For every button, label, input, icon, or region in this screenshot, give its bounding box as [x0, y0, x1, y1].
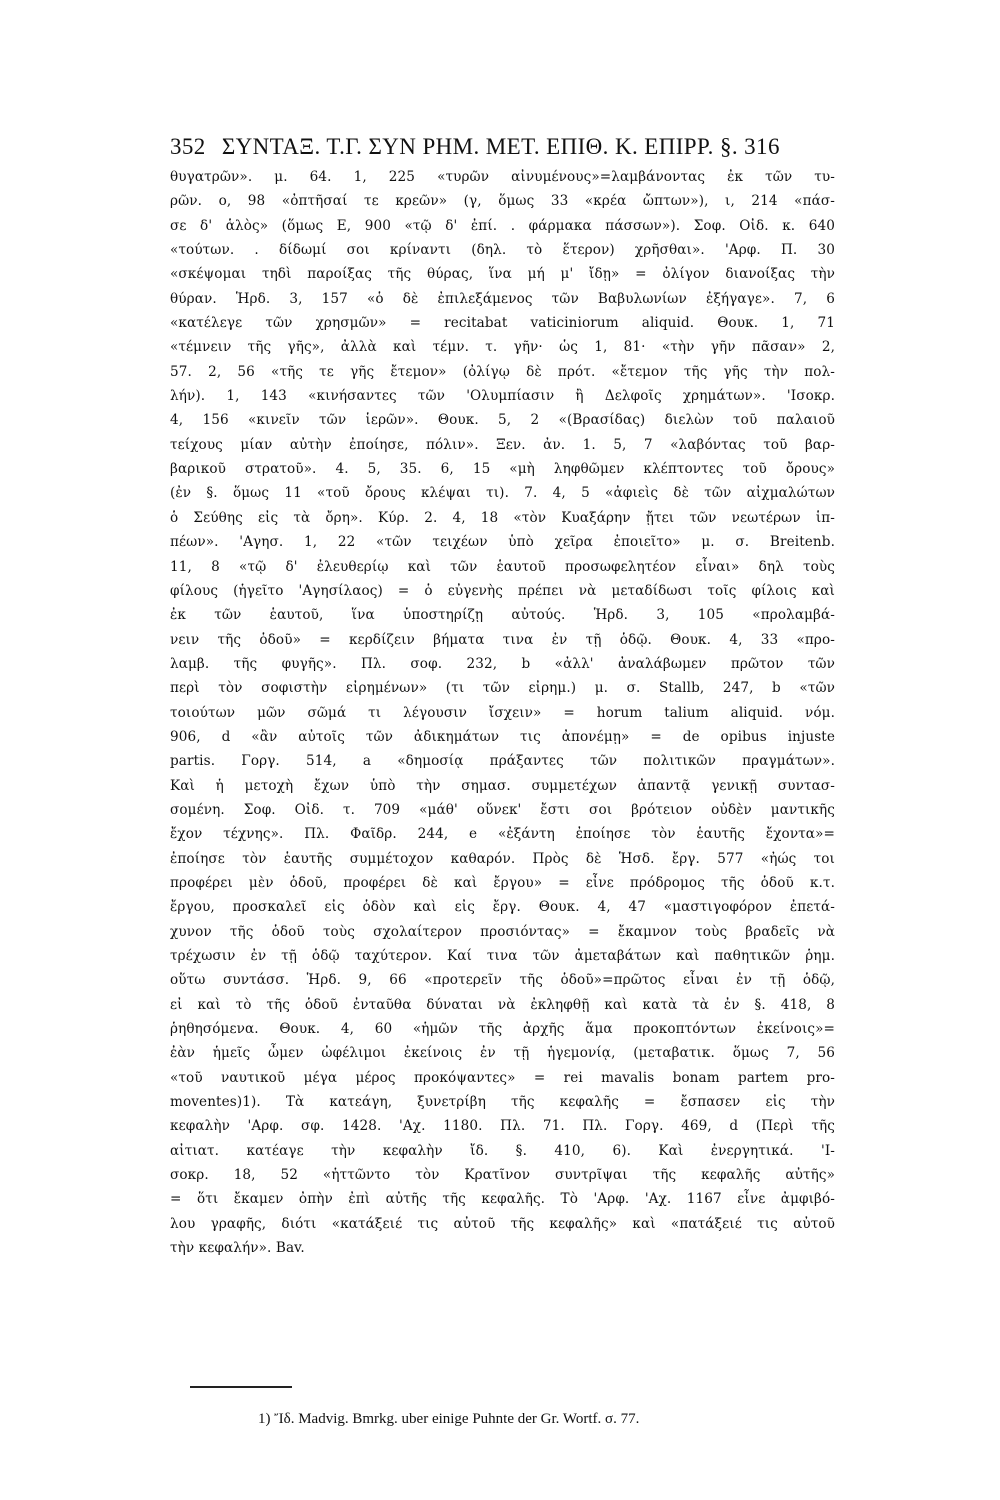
- footnote: 1) Ἴδ. Madvig. Bmrkg. uber einige Puhnte der Gr. Wortf. σ. 77.: [258, 1411, 640, 1427]
- text-line: ἐκ τῶν ἑαυτοῦ, ἵνα ὑποστηρίζῃ αὐτούς. Ἡρδ. 3, 105 «προλαμβά-: [170, 607, 835, 624]
- text-line: σοκρ. 18, 52 «ἡττῶντο τὸν Κρατῖνον συντρῖψαι τῆς κεφαλῆς αὐτῆς»: [170, 1167, 835, 1184]
- text-line: (ἐν §. ὅμως 11 «τοῦ ὄρους κλέψαι τι). 7. 4, 5 «ἀφιεὶς δὲ τῶν αἰχμαλώτων: [170, 485, 835, 502]
- text-line: ἐποίησε τὸν ἑαυτῆς συμμέτοχον καθαρόν. Πρὸς δὲ Ἡσδ. ἔργ. 577 «ἠώς τοι: [170, 850, 835, 867]
- text-line: λου γραφῆς, διότι «κατάξειέ τις αὐτοῦ τῆς κεφαλῆς» καὶ «πατάξειέ τις αὐτοῦ: [170, 1215, 835, 1232]
- header-title: ΣΥΝΤΑΞ. Τ.Γ. ΣΥΝ ΡΗΜ. ΜΕΤ. ΕΠΙΘ. Κ. ΕΠΙΡΡ. §. 316: [221, 134, 780, 159]
- text-line: οὕτω συντάσσ. Ἡρδ. 9, 66 «προτερεῖν τῆς ὁδοῦ»=πρῶτος εἶναι ἐν τῇ ὁδῷ,: [170, 972, 835, 989]
- text-line: 57. 2, 56 «τῆς τε γῆς ἔτεμον» (ὀλίγῳ δὲ πρότ. «ἔτεμον τῆς γῆς τὴν πολ-: [170, 363, 835, 380]
- body-text: [170, 165, 835, 1260]
- text-line: λήν). 1, 143 «κινήσαντες τῶν 'Ολυμπίασιν ἢ Δελφοῖς χρημάτων». 'Ισοκρ.: [170, 388, 835, 405]
- text-line: θυγατρῶν». μ. 64. 1, 225 «τυρῶν αἰνυμένους»=λαμβάνοντας ἐκ τῶν τυ-: [170, 169, 835, 185]
- text-line: 4, 156 «κινεῖν τῶν ἱερῶν». Θουκ. 5, 2 «(Βρασίδας) διελὼν τοῦ παλαιοῦ: [170, 412, 835, 429]
- text-line: «τούτων. . δίδωμί σοι κρίναντι (δηλ. τὸ ἕτερον) χρῆσθαι». 'Αρφ. Π. 30: [170, 242, 835, 259]
- text-line: ἐὰν ἡμεῖς ὦμεν ὠφέλιμοι ἐκείνοις ἐν τῇ ἡγεμονίᾳ, (μεταβατικ. ὅμως 7, 56: [170, 1045, 835, 1062]
- text-line: τὴν κεφαλήν». Bav.: [170, 1240, 305, 1257]
- text-line: ἔργου, προσκαλεῖ εἰς ὁδὸν καὶ εἰς ἔργ. Θουκ. 4, 47 «μαστιγοφόρον ἐπετά-: [170, 899, 835, 916]
- text-line: ῥηθησόμενα. Θουκ. 4, 60 «ἡμῶν τῆς ἀρχῆς ἅμα προκοπτόντων ἐκείνοις»=: [170, 1021, 835, 1038]
- page-number: 352: [170, 134, 206, 159]
- text-line: σε δ' ἁλὸς» (ὅμως Ε, 900 «τῷ δ' ἐπί. . φάρμακα πάσσων»). Σοφ. Οἰδ. κ. 640: [170, 217, 835, 234]
- text-line: = ὅτι ἔκαμεν ὀπὴν ἐπὶ αὐτῆς τῆς κεφαλῆς. Τὸ 'Αρφ. 'Αχ. 1167 εἶνε ἀμφιβό-: [170, 1191, 835, 1208]
- text-line: σομένη. Σοφ. Οἰδ. τ. 709 «μάθ' οὕνεκ' ἔστι σοι βρότειον οὐδὲν μαντικῆς: [170, 801, 835, 818]
- text-line: τοιούτων μῶν σῶμά τι λέγουσιν ἴσχειν» = horum talium aliquid. νόμ.: [170, 704, 835, 721]
- text-line: προφέρει μὲν ὁδοῦ, προφέρει δὲ καὶ ἔργου» = εἶνε πρόδρομος τῆς ὁδοῦ κ.τ.: [170, 874, 835, 891]
- text-line: τρέχωσιν ἐν τῇ ὁδῷ ταχύτερον. Καί τινα τῶν ἀμεταβάτων καὶ παθητικῶν ῥημ.: [170, 948, 835, 964]
- text-line: «τέμνειν τῆς γῆς», ἀλλὰ καὶ τέμν. τ. γῆν· ὡς 1, 81· «τὴν γῆν πᾶσαν» 2,: [170, 339, 835, 356]
- text-line: φίλους (ἡγεῖτο 'Αγησίλαος) = ὁ εὐγενὴς πρέπει νὰ μεταδίδωσι τοῖς φίλοις καὶ: [170, 582, 835, 599]
- text-line: νειν τῆς ὁδοῦ» = κερδίζειν βήματα τινα ἐν τῇ ὁδῷ. Θουκ. 4, 33 «προ-: [170, 631, 835, 648]
- text-line: τείχους μίαν αὐτὴν ἐποίησε, πόλιν». Ξεν. ἀν. 1. 5, 7 «λαβόντας τοῦ βαρ-: [170, 436, 835, 453]
- text-line: πέων». 'Αγησ. 1, 22 «τῶν τειχέων ὑπὸ χεῖρα ἐποιεῖτο» μ. σ. Breitenb.: [170, 534, 835, 551]
- text-line: αἰτιατ. κατέαγε τὴν κεφαλὴν ἴδ. §. 410, 6). Καὶ ἐνεργητικά. 'Ι-: [170, 1142, 835, 1159]
- text-line: ἔχον τέχνης». Πλ. Φαῖδρ. 244, e «ἐξάντη ἐποίησε τὸν ἑαυτῆς ἔχοντα»=: [170, 826, 835, 843]
- text-line: λαμβ. τῆς φυγῆς». Πλ. σοφ. 232, b «ἀλλ' ἀναλάβωμεν πρῶτον τῶν: [170, 655, 835, 672]
- text-line: χυνον τῆς ὁδοῦ τοὺς σχολαίτερον προσιόντας» = ἔκαμνον τοὺς βραδεῖς νὰ: [170, 923, 835, 940]
- text-line: ὁ Σεύθης εἰς τὰ ὄρη». Κύρ. 2. 4, 18 «τὸν Κυαξάρην ᾔτει τῶν νεωτέρων ἱπ-: [170, 509, 835, 526]
- running-header: [170, 134, 835, 160]
- text-line: βαρικοῦ στρατοῦ». 4. 5, 35. 6, 15 «μὴ ληφθῶμεν κλέπτοντες τοῦ ὄρους»: [170, 461, 835, 478]
- text-line: moventes)1). Τὰ κατεάγη, ξυνετρίβη τῆς κεφαλῆς = ἔσπασεν εἰς τὴν: [170, 1094, 835, 1111]
- footnote-rule: [190, 1386, 292, 1388]
- text-line: ρῶν. ο, 98 «ὀπτῆσαί τε κρεῶν» (γ, ὅμως 33 «κρέα ὤπτων»), ι, 214 «πάσ-: [170, 193, 835, 210]
- text-line: Καὶ ἡ μετοχὴ ἔχων ὑπὸ τὴν σημασ. συμμετέχων ἀπαντᾷ γενικῇ συντασ-: [170, 777, 835, 794]
- text-line: 11, 8 «τῷ δ' ἐλευθερίῳ καὶ τῶν ἑαυτοῦ προσωφελητέον εἶναι» δηλ τοὺς: [170, 558, 835, 575]
- text-line: «σκέψομαι τηδὶ παροίξας τῆς θύρας, ἵνα μή μ' ἴδῃ» = ὀλίγον διανοίξας τὴν: [170, 266, 835, 283]
- text-line: κεφαλὴν 'Αρφ. σφ. 1428. 'Αχ. 1180. Πλ. 71. Πλ. Γοργ. 469, d (Περὶ τῆς: [170, 1118, 835, 1135]
- text-line: «τοῦ ναυτικοῦ μέγα μέρος προκόψαντες» = rei mavalis bonam partem pro-: [170, 1069, 835, 1086]
- text-line: θύραν. Ἡρδ. 3, 157 «ὁ δὲ ἐπιλεξάμενος τῶν Βαβυλωνίων ἐξήγαγε». 7, 6: [170, 290, 835, 307]
- text-line: «κατέλεγε τῶν χρησμῶν» = recitabat vaticiniorum aliquid. Θουκ. 1, 71: [170, 315, 835, 332]
- text-line: partis. Γοργ. 514, a «δημοσίᾳ πράξαντες τῶν πολιτικῶν πραγμάτων».: [170, 753, 835, 770]
- text-line: εἰ καὶ τὸ τῆς ὁδοῦ ἐνταῦθα δύναται νὰ ἐκληφθῇ καὶ κατὰ τὰ ἐν §. 418, 8: [170, 996, 835, 1013]
- text-line: 906, d «ἂν αὐτοῖς τῶν ἀδικημάτων τις ἀπονέμῃ» = de opibus injuste: [170, 728, 835, 745]
- text-line: περὶ τὸν σοφιστὴν εἰρημένων» (τι τῶν εἰρημ.) μ. σ. Stallb, 247, b «τῶν: [170, 680, 835, 697]
